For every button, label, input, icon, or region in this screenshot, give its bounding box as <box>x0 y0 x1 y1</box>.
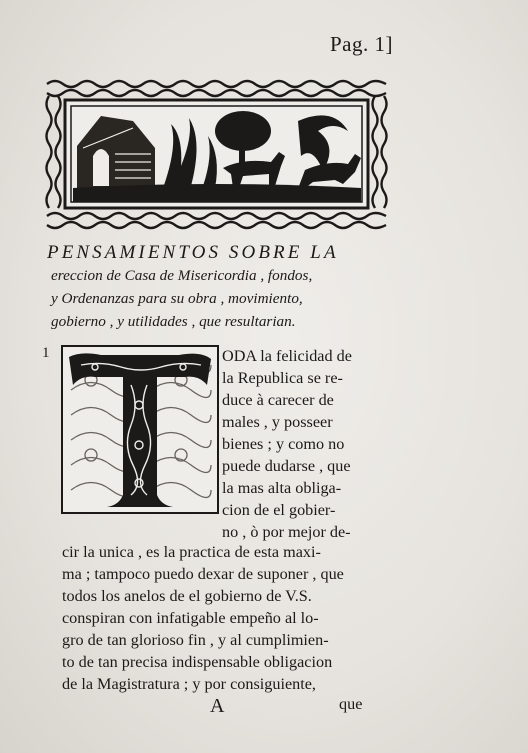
rope-border-top <box>47 81 386 96</box>
body-line: to de tan precisa indispensable obligacion <box>62 653 333 671</box>
body-line: ma ; tampoco puedo dexar de suponer , que <box>62 565 344 583</box>
title-line: gobierno , y utilidades , que resultarian. <box>51 313 296 330</box>
page-number: Pag. 1] <box>330 32 393 56</box>
title-line: ereccion de Casa de Misericordia , fondos, <box>51 267 313 284</box>
body-line: males , y posseer <box>222 413 333 431</box>
body-line: no , ò por mejor de- <box>222 523 351 541</box>
catchword: que <box>339 695 363 713</box>
title-main: PENSAMIENTOS SOBRE LA <box>47 242 339 263</box>
body-line: cion de el gobier- <box>222 501 336 519</box>
body-line: la Republica se re- <box>222 369 343 387</box>
rope-border-bottom <box>47 213 386 228</box>
body-line: gro de tan glorioso fin , y al cumplimien- <box>62 631 329 649</box>
body-line: todos los anelos de el gobierno de V.S. <box>62 587 312 605</box>
paragraph-number: 1 <box>42 345 50 361</box>
body-line: bienes ; y como no <box>222 435 345 453</box>
body-line: ODA la felicidad de <box>222 347 352 365</box>
title-line: y Ordenanzas para su obra , movimiento, <box>51 290 303 307</box>
title-block <box>47 242 392 333</box>
body-line: cir la unica , es la practica de esta maxi- <box>62 543 321 561</box>
signature-mark: A <box>210 695 225 717</box>
body-line: conspiran con infatigable empeño al lo- <box>62 609 319 627</box>
body-line: duce à carecer de <box>222 391 334 409</box>
woodcut-headpiece <box>43 76 390 234</box>
body-line: puede dudarse , que <box>222 457 351 475</box>
decorated-initial-t <box>61 345 219 514</box>
body-line: la mas alta obliga- <box>222 479 342 497</box>
body-line: de la Magistratura ; y por consiguiente, <box>62 675 316 693</box>
